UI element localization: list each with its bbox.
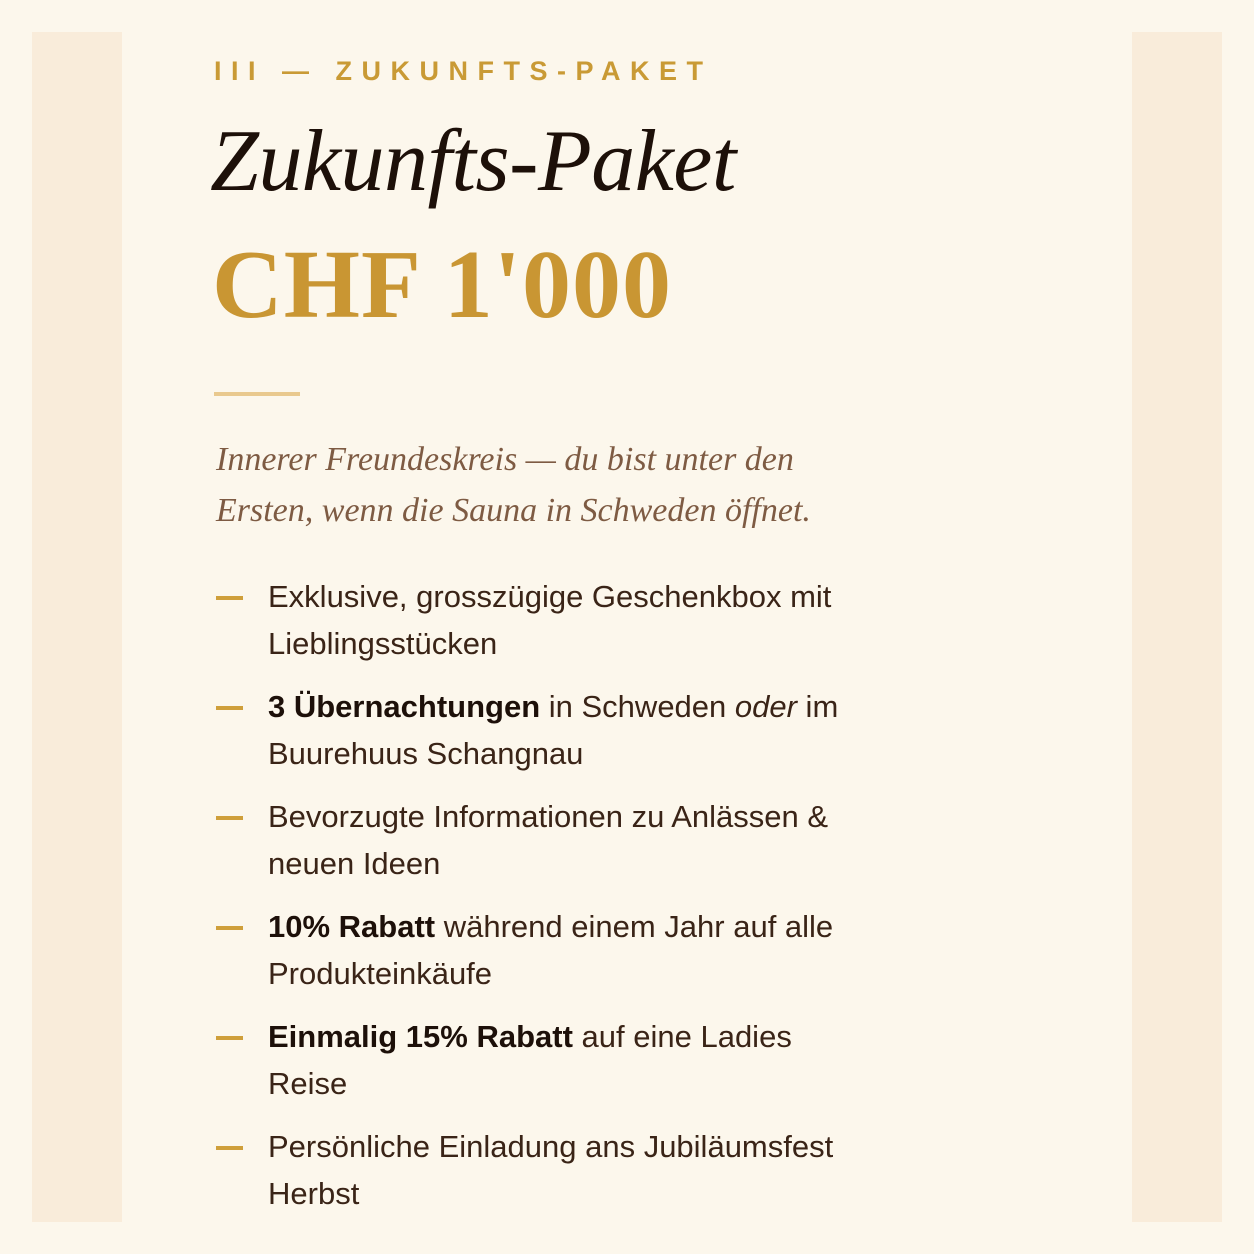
feature-item: [214, 684, 854, 777]
feature-highlight: 10% Rabatt: [268, 909, 436, 944]
dash-bullet-icon: [216, 1146, 243, 1150]
gold-divider: [214, 392, 300, 396]
left-decor-band: [32, 32, 122, 1222]
feature-highlight: 3 Übernachtungen: [268, 689, 541, 724]
feature-text: auf eine Ladies Reise: [268, 1019, 792, 1101]
intro-text: Innerer Freundeskreis — du bist unter den Ersten, wenn die Sauna in Schweden öffnet.: [216, 441, 811, 529]
feature-item: [214, 904, 854, 997]
section-eyebrow: III — ZUKUNFTS-PAKET: [214, 56, 713, 86]
dash-bullet-icon: [216, 926, 243, 930]
dash-bullet-icon: [216, 596, 243, 600]
feature-text-end: im Buurehuus Schangnau: [268, 689, 839, 771]
feature-text: Exklusive, grosszügige Geschenkbox mit Lieblingsstücken: [268, 579, 832, 661]
feature-text: während einem Jahr auf alle Produkteinkäufe: [268, 909, 834, 991]
package-title: Zukunfts-Paket: [210, 113, 736, 210]
feature-text: Persönliche Einladung ans Jubiläumsfest Herbst: [268, 1129, 834, 1211]
feature-item: [214, 794, 854, 887]
feature-text: Bevorzugte Informationen zu Anlässen & neuen Ideen: [268, 799, 829, 881]
dash-bullet-icon: [216, 706, 243, 710]
feature-item: [214, 1014, 854, 1107]
feature-emphasis: oder: [734, 689, 797, 724]
feature-list: [214, 574, 854, 1234]
dash-bullet-icon: [216, 1036, 243, 1040]
feature-highlight: Einmalig 15% Rabatt: [268, 1019, 573, 1054]
package-price: CHF 1'000: [212, 231, 672, 339]
dash-bullet-icon: [216, 816, 243, 820]
feature-item: [214, 1124, 854, 1217]
feature-item: [214, 574, 854, 667]
feature-text: in Schweden: [540, 689, 735, 724]
right-decor-band: [1132, 32, 1222, 1222]
